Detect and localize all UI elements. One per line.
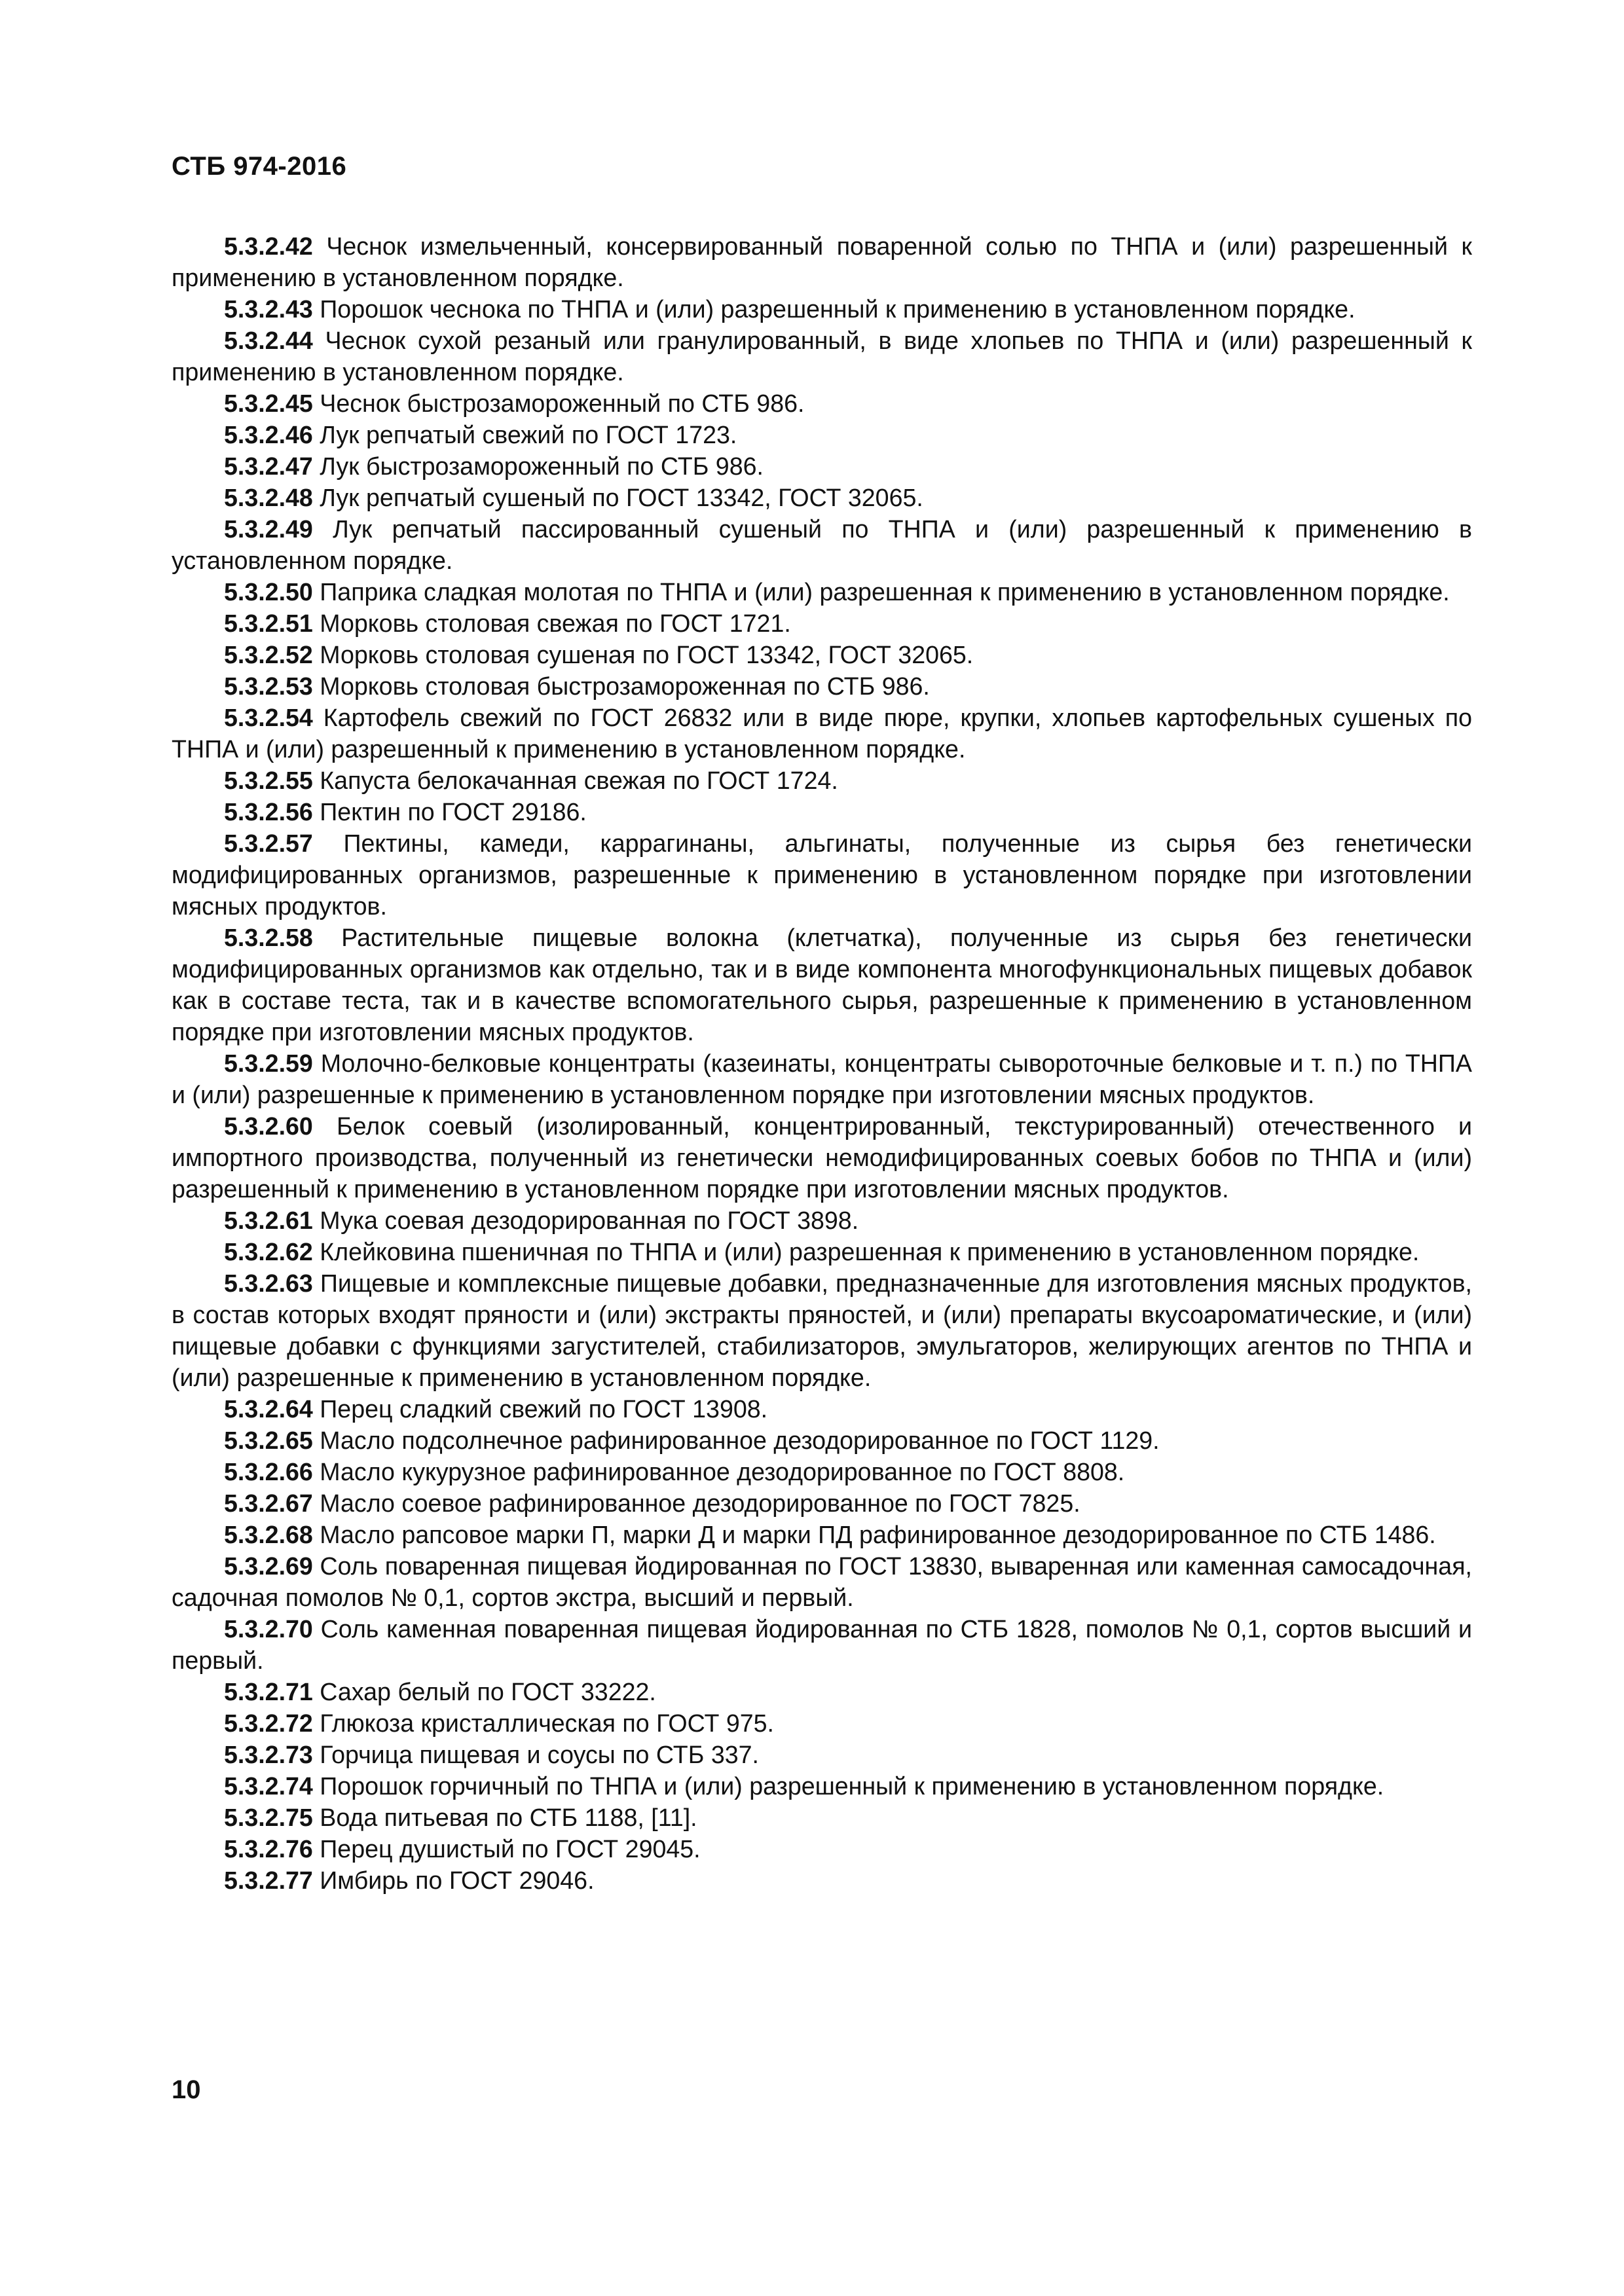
clause-number: 5.3.2.54 [224,704,313,731]
clause-number: 5.3.2.53 [224,672,313,700]
list-item [172,1456,1472,1487]
list-item [172,1487,1472,1519]
list-item [172,1802,1472,1833]
clause-number: 5.3.2.52 [224,641,313,668]
clause-text: Перец душистый по ГОСТ 29045. [320,1835,701,1863]
clause-number: 5.3.2.69 [224,1552,313,1580]
list-item [172,1393,1472,1425]
clause-text: Морковь столовая сушеная по ГОСТ 13342, ГОСТ 32065. [320,641,974,668]
clause-text: Соль поваренная пищевая йодированная по ГОСТ 13830, вываренная или каменная самосадочная, садочная помолов № 0,1, сортов экстра, высший и первый. [172,1552,1472,1611]
page-number: 10 [172,2075,201,2104]
clause-number: 5.3.2.58 [224,924,313,951]
list-item [172,293,1472,325]
list-item [172,1833,1472,1865]
clause-number: 5.3.2.64 [224,1395,313,1423]
clause-text: Масло подсолнечное рафинированное дезодорированное по ГОСТ 1129. [320,1427,1160,1454]
list-item [172,513,1472,576]
clause-text: Клейковина пшеничная по ТНПА и (или) разрешенная к применению в установленном порядке. [320,1238,1420,1266]
clause-text: Масло кукурузное рафинированное дезодорированное по ГОСТ 8808. [320,1458,1125,1485]
clause-number: 5.3.2.74 [224,1772,313,1800]
clause-number: 5.3.2.59 [224,1049,313,1077]
clause-number: 5.3.2.57 [224,829,313,857]
clause-text: Порошок чеснока по ТНПА и (или) разрешенный к применению в установленном порядке. [320,295,1356,323]
list-item [172,1739,1472,1770]
clause-text: Имбирь по ГОСТ 29046. [320,1867,595,1894]
clause-text: Лук репчатый пассированный сушеный по ТНПА и (или) разрешенный к применению в установленном порядке. [172,515,1472,574]
clause-text: Молочно-белковые концентраты (казеинаты, концентраты сывороточные белковые и т. п.) по ТНПА и (или) разрешенные к применению в установленном порядке при изготовлении мясных продуктов. [172,1049,1472,1108]
clause-number: 5.3.2.42 [224,232,313,260]
clause-number: 5.3.2.66 [224,1458,313,1485]
clause-text: Картофель свежий по ГОСТ 26832 или в виде пюре, крупки, хлопьев картофельных сушеных по ТНПА и (или) разрешенный к применению в установленном порядке. [172,704,1472,763]
list-item [172,419,1472,450]
clause-text: Соль каменная поваренная пищевая йодированная по СТБ 1828, помолов № 0,1, сортов высший и первый. [172,1615,1472,1674]
clause-text: Масло рапсовое марки П, марки Д и марки ПД рафинированное дезодорированное по СТБ 1486. [320,1521,1436,1548]
clause-number: 5.3.2.55 [224,767,313,794]
clause-text: Порошок горчичный по ТНПА и (или) разрешенный к применению в установленном порядке. [320,1772,1384,1800]
clause-number: 5.3.2.62 [224,1238,313,1266]
clause-text: Чеснок сухой резаный или гранулированный, в виде хлопьев по ТНПА и (или) разрешенный к применению в установленном порядке. [172,327,1472,386]
list-item [172,639,1472,670]
clause-text: Перец сладкий свежий по ГОСТ 13908. [320,1395,768,1423]
clause-text: Пектин по ГОСТ 29186. [320,798,587,826]
list-item [172,388,1472,419]
list-item [172,1770,1472,1802]
list-item [172,230,1472,293]
clause-text: Вода питьевая по СТБ 1188, [11]. [320,1804,697,1831]
clause-number: 5.3.2.51 [224,610,313,637]
clause-number: 5.3.2.75 [224,1804,313,1831]
list-item [172,796,1472,828]
clause-text: Морковь столовая быстрозамороженная по СТБ 986. [320,672,930,700]
clause-text: Лук репчатый свежий по ГОСТ 1723. [320,421,737,448]
clause-number: 5.3.2.46 [224,421,313,448]
list-item [172,1110,1472,1205]
clause-number: 5.3.2.72 [224,1709,313,1737]
list-item [172,922,1472,1048]
clause-number: 5.3.2.60 [224,1112,313,1140]
clause-text: Чеснок измельченный, консервированный поваренной солью по ТНПА и (или) разрешенный к применению в установленном порядке. [172,232,1472,291]
clause-text: Сахар белый по ГОСТ 33222. [320,1678,656,1705]
clause-number: 5.3.2.61 [224,1207,313,1234]
list-item [172,1267,1472,1393]
clause-number: 5.3.2.71 [224,1678,313,1705]
clause-number: 5.3.2.76 [224,1835,313,1863]
clause-text: Белок соевый (изолированный, концентрированный, текстурированный) отечественного и импортного производства, полученный из генетически немодифицированных соевых бобов по ТНПА и (или) разрешенный к применению в установленном порядке при изготовлении мясных продуктов. [172,1112,1472,1203]
list-item [172,1236,1472,1267]
document-code-header: СТБ 974-2016 [172,152,347,181]
clause-text: Пищевые и комплексные пищевые добавки, предназначенные для изготовления мясных продуктов, в состав которых входят пряности и (или) экстракты пряностей, и (или) препараты вкусоароматические, и (или) пищевые добавки с функциями загустителей, стабилизаторов, эмульгаторов, желирующих агентов по ТНПА и (или) разрешенные к применению в установленном порядке. [172,1269,1472,1391]
list-item [172,1707,1472,1739]
list-item [172,1676,1472,1707]
list-item [172,1865,1472,1896]
list-item [172,1205,1472,1236]
clause-text: Лук репчатый сушеный по ГОСТ 13342, ГОСТ 32065. [320,484,923,511]
list-item [172,576,1472,608]
clause-number: 5.3.2.44 [224,327,313,354]
clause-text: Пектины, камеди, каррагинаны, альгинаты, полученные из сырья без генетически модифицированных организмов, разрешенные к применению в установленном порядке при изготовлении мясных продуктов. [172,829,1472,920]
clause-text: Масло соевое рафинированное дезодорированное по ГОСТ 7825. [320,1489,1080,1517]
clause-text: Паприка сладкая молотая по ТНПА и (или) разрешенная к применению в установленном порядке. [320,578,1450,606]
list-item [172,1550,1472,1613]
clause-number: 5.3.2.77 [224,1867,313,1894]
clause-number: 5.3.2.47 [224,452,313,480]
clause-number: 5.3.2.56 [224,798,313,826]
list-item [172,608,1472,639]
clause-text: Глюкоза кристаллическая по ГОСТ 975. [320,1709,774,1737]
clause-number: 5.3.2.68 [224,1521,313,1548]
clause-number: 5.3.2.49 [224,515,313,543]
list-item [172,1613,1472,1676]
list-item [172,1048,1472,1110]
clause-text: Капуста белокачанная свежая по ГОСТ 1724. [320,767,838,794]
clause-number: 5.3.2.70 [224,1615,313,1643]
clause-number: 5.3.2.67 [224,1489,313,1517]
list-item [172,325,1472,388]
clause-text: Горчица пищевая и соусы по СТБ 337. [320,1741,759,1768]
clause-text: Лук быстрозамороженный по СТБ 986. [320,452,764,480]
list-item [172,765,1472,796]
clause-number: 5.3.2.65 [224,1427,313,1454]
clause-number: 5.3.2.48 [224,484,313,511]
clause-text: Морковь столовая свежая по ГОСТ 1721. [320,610,791,637]
list-item [172,702,1472,765]
document-body [172,230,1472,1896]
clause-number: 5.3.2.45 [224,390,313,417]
clause-number: 5.3.2.43 [224,295,313,323]
list-item [172,1519,1472,1550]
clause-number: 5.3.2.63 [224,1269,313,1297]
list-item [172,482,1472,513]
list-item [172,450,1472,482]
list-item [172,1425,1472,1456]
clause-number: 5.3.2.50 [224,578,313,606]
list-item [172,828,1472,922]
clause-text: Чеснок быстрозамороженный по СТБ 986. [320,390,805,417]
clause-number: 5.3.2.73 [224,1741,313,1768]
clause-text: Растительные пищевые волокна (клетчатка), полученные из сырья без генетически модифицированных организмов как отдельно, так и в виде компонента многофункциональных пищевых добавок как в составе теста, так и в качестве вспомогательного сырья, разрешенные к применению в установленном порядке при изготовлении мясных продуктов. [172,924,1472,1046]
clause-text: Мука соевая дезодорированная по ГОСТ 3898. [320,1207,859,1234]
list-item [172,670,1472,702]
